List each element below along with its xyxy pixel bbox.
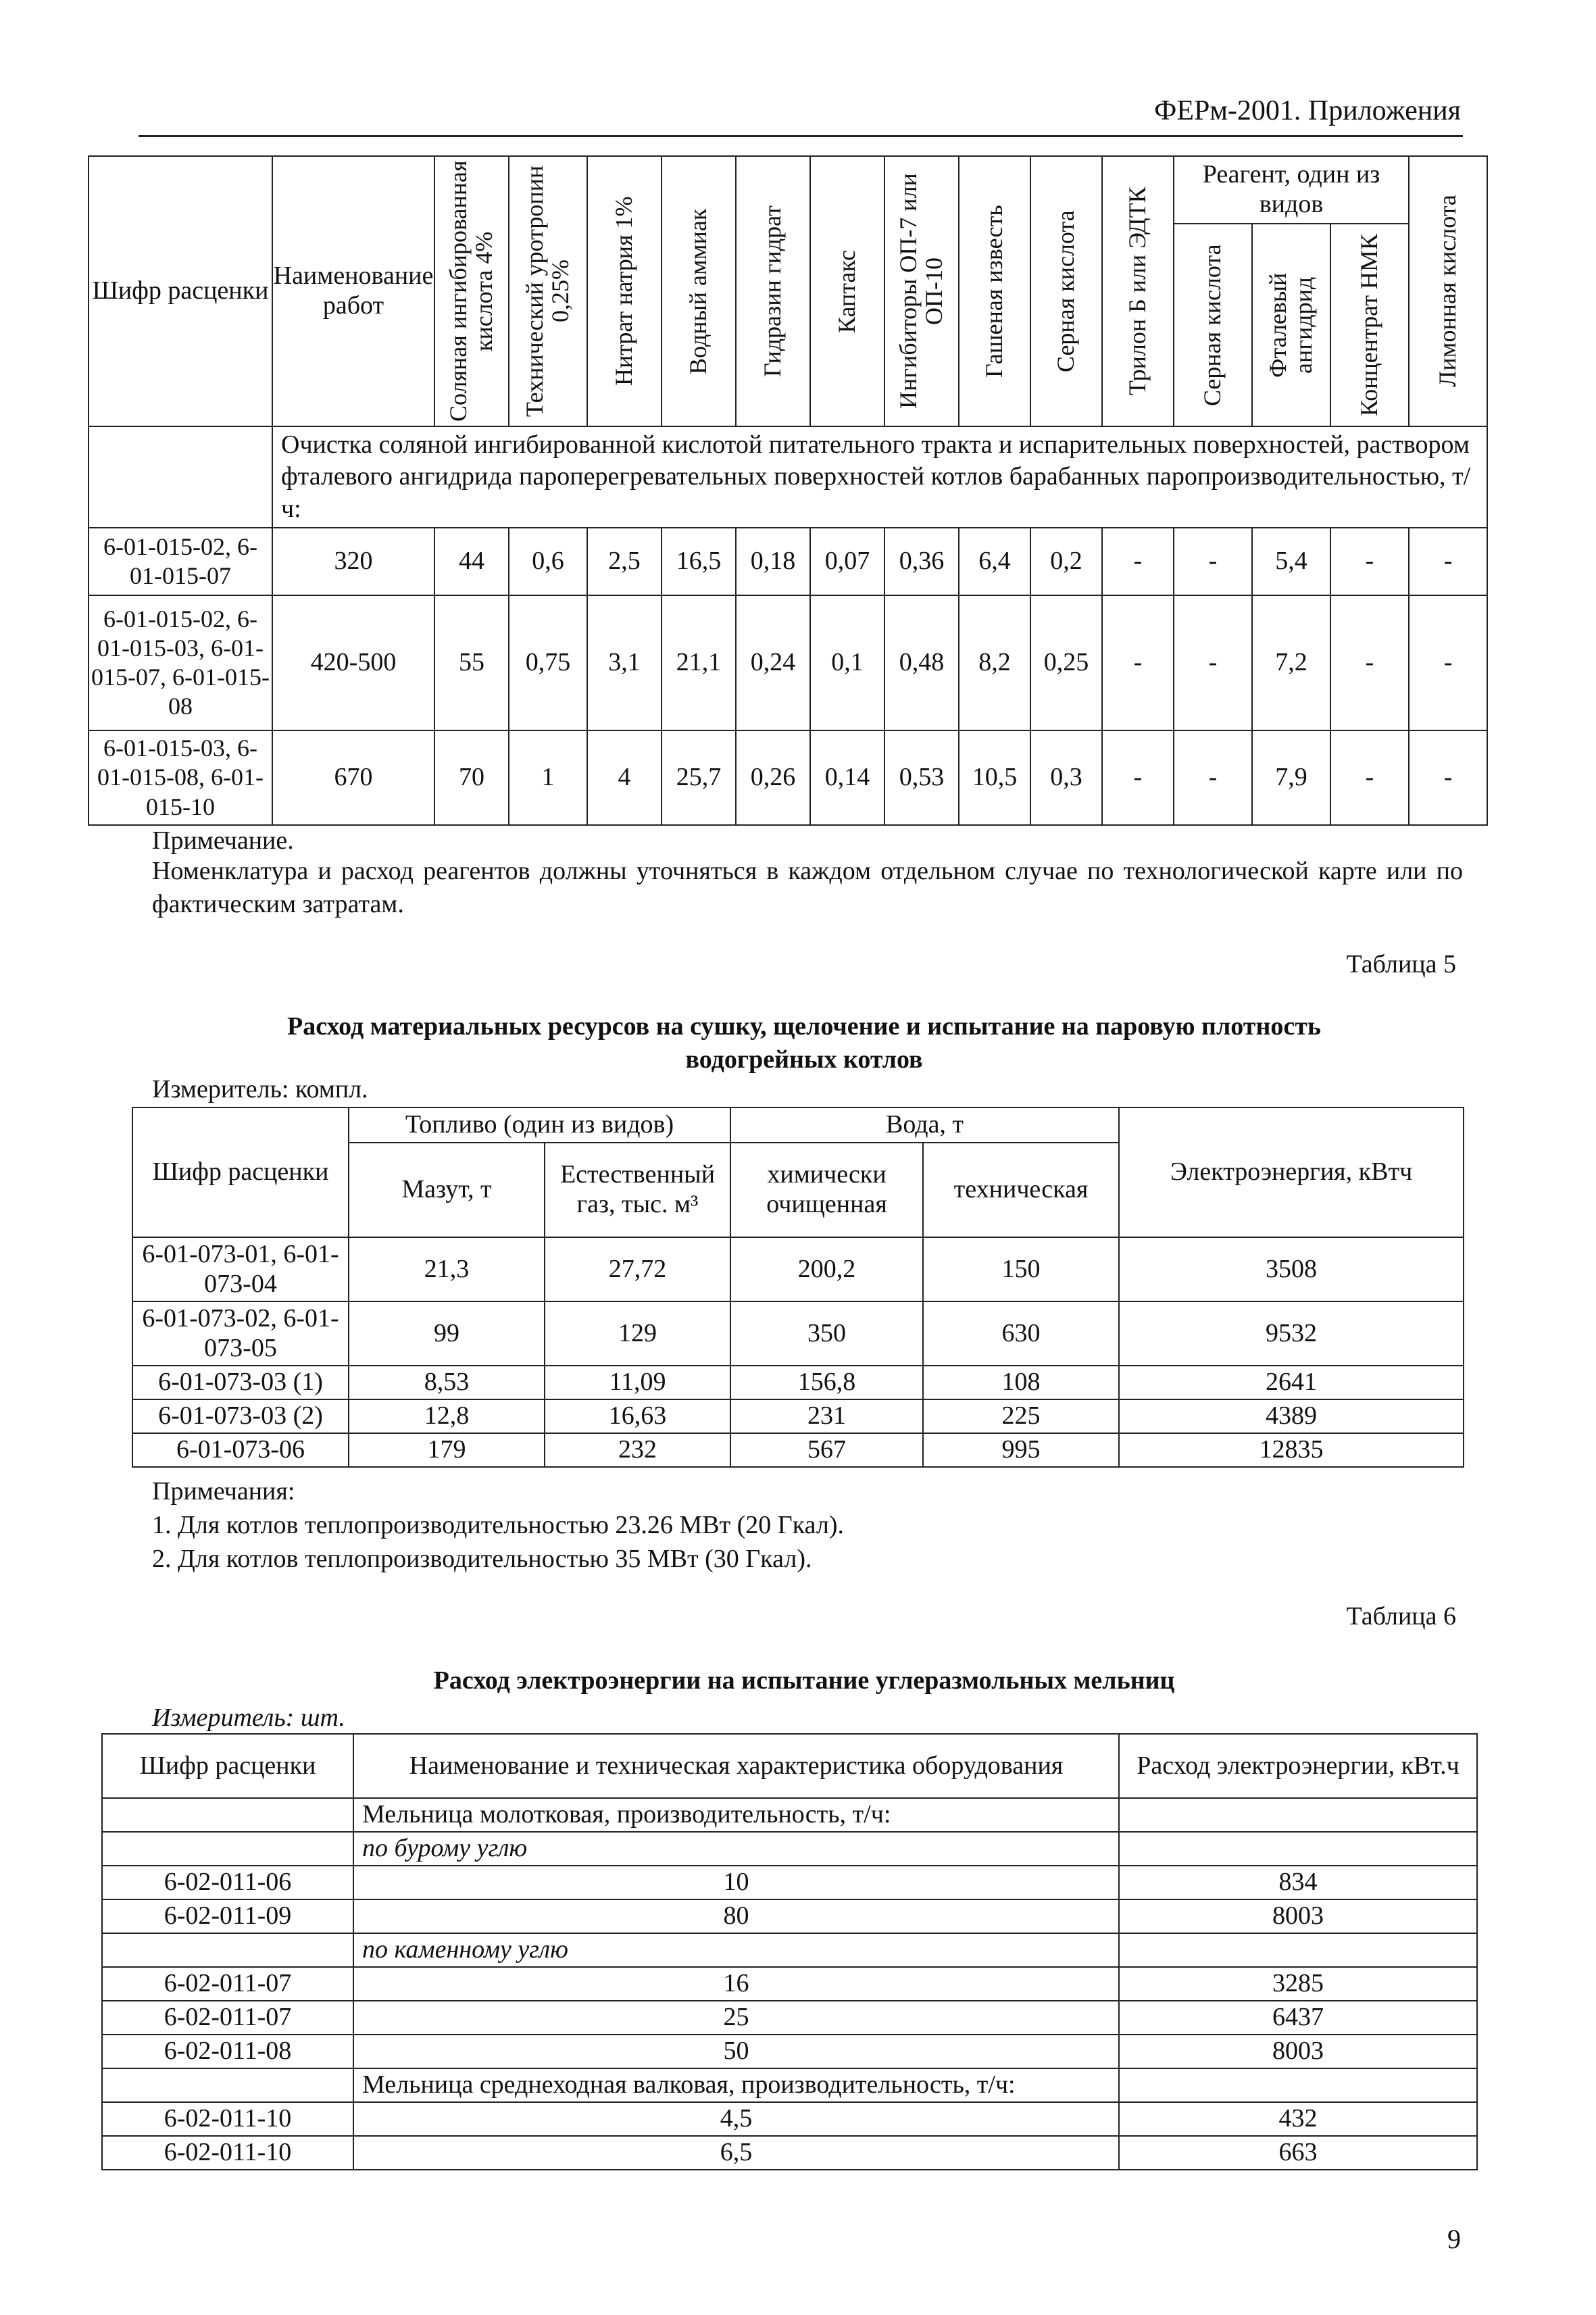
- table-row: [102, 2068, 1477, 2102]
- row-value: 0,26: [736, 730, 810, 825]
- row-value: 5,4: [1252, 528, 1330, 595]
- row-value: 0,2: [1030, 528, 1102, 595]
- row-value: 70: [434, 730, 509, 825]
- t6-header-name: Наименование и техническая характеристика оборудования: [353, 1734, 1119, 1798]
- row-value: 8,2: [959, 595, 1030, 730]
- row-value: 8003: [1119, 2035, 1477, 2068]
- table-row: [102, 2102, 1477, 2136]
- table5-label: Таблица 5: [1346, 950, 1456, 978]
- row-value: -: [1102, 730, 1174, 825]
- table-row: [102, 1866, 1477, 1899]
- table5-notes-label: Примечания:: [152, 1477, 295, 1505]
- table-row: [89, 595, 1487, 730]
- row-value: -: [1409, 528, 1487, 595]
- col-header-sulfuric: Серная кислота: [1052, 210, 1080, 372]
- col-header-inhibitors: Ингибиторы ОП-7 или ОП-10: [895, 173, 947, 409]
- row-value: 6,4: [959, 528, 1030, 595]
- row-value: 12,8: [349, 1399, 545, 1433]
- table5-meter: Измеритель: компл.: [152, 1075, 368, 1103]
- row-name: по каменному углю: [353, 1933, 1119, 1967]
- table-row: [102, 2001, 1477, 2035]
- table-row: [132, 1301, 1464, 1366]
- row-name: 6,5: [353, 2136, 1119, 2170]
- row-value: 3508: [1119, 1237, 1464, 1301]
- row-value: 21,1: [662, 595, 736, 730]
- row-value: [1119, 2068, 1477, 2102]
- row-code: 6-02-011-10: [102, 2102, 353, 2136]
- table-row: [102, 1933, 1477, 1967]
- row-value: 4: [587, 730, 662, 825]
- col-header-lime: Гашеная известь: [980, 205, 1008, 378]
- row-value: 0,14: [810, 730, 884, 825]
- reagents-table: [88, 155, 1488, 826]
- col-header-ammonia: Водный аммиак: [684, 208, 712, 374]
- page-number: 9: [1447, 2224, 1461, 2254]
- table-row: [132, 1237, 1464, 1301]
- t5-header-code: Шифр расценки: [132, 1107, 349, 1237]
- row-value: -: [1174, 528, 1252, 595]
- col-header-citric: Лимонная кислота: [1434, 195, 1462, 388]
- row-value: -: [1330, 528, 1409, 595]
- row-value: -: [1102, 528, 1174, 595]
- col-header-nmk: Концентрат НМК: [1355, 234, 1383, 416]
- row-code: 6-01-073-02, 6-01-073-05: [132, 1301, 349, 1366]
- row-name: 80: [353, 1899, 1119, 1933]
- row-value: 16,63: [545, 1399, 730, 1433]
- row-code: 6-01-073-03 (1): [132, 1366, 349, 1399]
- row-code: [102, 1832, 353, 1866]
- t6-header-power: Расход электроэнергии, кВт.ч: [1119, 1734, 1477, 1798]
- row-value: [1119, 1832, 1477, 1866]
- row-value: 567: [730, 1433, 923, 1467]
- table-row: [132, 1433, 1464, 1467]
- row-value: 6437: [1119, 2001, 1477, 2035]
- table6-label: Таблица 6: [1346, 1602, 1456, 1631]
- note-text: Номенклатура и расход реагентов должны уточняться в каждом отдельном случае по технологической карте или по фактическим затратам.: [152, 857, 1463, 919]
- row-value: 16,5: [662, 528, 736, 595]
- row-value: [1119, 1798, 1477, 1832]
- row-value: 150: [923, 1237, 1119, 1301]
- col-header-hydrazine: Гидразин гидрат: [759, 205, 787, 377]
- row-value: 55: [434, 595, 509, 730]
- row-value: 0,6: [509, 528, 587, 595]
- row-value: 108: [923, 1366, 1119, 1399]
- row-code: 6-01-015-03, 6-01-015-08, 6-01-015-10: [89, 730, 272, 825]
- row-value: -: [1409, 595, 1487, 730]
- row-value: 420-500: [272, 595, 434, 730]
- row-value: 834: [1119, 1866, 1477, 1899]
- table-row: [102, 2035, 1477, 2068]
- row-value: 0,48: [884, 595, 959, 730]
- table-row: [89, 528, 1487, 595]
- table5-title: Расход материальных ресурсов на сушку, щелочение и испытание на паровую плотность водогрейных котлов: [287, 1012, 1321, 1074]
- row-value: 3285: [1119, 1967, 1477, 2001]
- row-code: 6-02-011-08: [102, 2035, 353, 2068]
- row-value: 2641: [1119, 1366, 1464, 1399]
- note-label: Примечание.: [152, 826, 294, 855]
- row-value: [1119, 1933, 1477, 1967]
- col-header-trilon: Трилон Б или ЭДТК: [1124, 186, 1151, 396]
- row-name: 50: [353, 2035, 1119, 2068]
- row-value: 320: [272, 528, 434, 595]
- col-header-code: Шифр расценки: [89, 156, 272, 426]
- t5-header-mazut: Мазут, т: [349, 1143, 545, 1237]
- electricity-table: [101, 1733, 1478, 2170]
- row-value: 0,36: [884, 528, 959, 595]
- table5-note-1: 1. Для котлов теплопроизводительностью 23.26 МВт (20 Гкал).: [152, 1511, 844, 1539]
- table-row: [132, 1366, 1464, 1399]
- row-value: 995: [923, 1433, 1119, 1467]
- row-value: 11,09: [545, 1366, 730, 1399]
- row-value: 670: [272, 730, 434, 825]
- table-row: [132, 1399, 1464, 1433]
- row-code: 6-01-073-03 (2): [132, 1399, 349, 1433]
- table-row: [102, 1832, 1477, 1866]
- row-value: 0,3: [1030, 730, 1102, 825]
- row-value: 231: [730, 1399, 923, 1433]
- row-value: 200,2: [730, 1237, 923, 1301]
- row-name: Мельница молотковая, производительность, т/ч:: [353, 1798, 1119, 1832]
- row-value: 232: [545, 1433, 730, 1467]
- row-code: 6-02-011-07: [102, 1967, 353, 2001]
- section-title: Очистка соляной ингибированной кислотой питательного тракта и испарительных поверхностей, раствором фталевого ангидрида пароперегревательных поверхностей котлов барабанных паропроизводительностью, т/ч:: [272, 426, 1487, 528]
- row-value: 0,53: [884, 730, 959, 825]
- col-header-urotropin: Технический уротропин 0,25%: [521, 165, 574, 418]
- materials-table: [132, 1107, 1464, 1468]
- row-value: -: [1330, 595, 1409, 730]
- col-header-sodium-nitrate: Нитрат натрия 1%: [610, 196, 638, 387]
- t5-header-power: Электроэнергия, кВтч: [1119, 1107, 1464, 1237]
- row-value: 7,9: [1252, 730, 1330, 825]
- table-row: [102, 1798, 1477, 1832]
- row-value: 44: [434, 528, 509, 595]
- row-value: 27,72: [545, 1237, 730, 1301]
- row-value: 8,53: [349, 1366, 545, 1399]
- row-name: 25: [353, 2001, 1119, 2035]
- row-value: 630: [923, 1301, 1119, 1366]
- row-value: 129: [545, 1301, 730, 1366]
- row-value: 10,5: [959, 730, 1030, 825]
- row-value: 156,8: [730, 1366, 923, 1399]
- table-row: [102, 1967, 1477, 2001]
- table5-note-2: 2. Для котлов теплопроизводительностью 35 МВт (30 Гкал).: [152, 1545, 812, 1573]
- table-row: [102, 1899, 1477, 1933]
- row-code: 6-02-011-10: [102, 2136, 353, 2170]
- row-code: 6-01-015-02, 6-01-015-03, 6-01-015-07, 6-01-015-08: [89, 595, 272, 730]
- t5-header-chem: химически очищенная: [730, 1143, 923, 1237]
- row-name: 10: [353, 1866, 1119, 1899]
- row-value: 225: [923, 1399, 1119, 1433]
- row-value: -: [1409, 730, 1487, 825]
- row-value: 179: [349, 1433, 545, 1467]
- row-value: 0,07: [810, 528, 884, 595]
- t6-header-code: Шифр расценки: [102, 1734, 353, 1798]
- row-value: 0,18: [736, 528, 810, 595]
- col-header-name: Наименование работ: [272, 156, 434, 426]
- section-empty-cell: [89, 426, 272, 528]
- row-value: 350: [730, 1301, 923, 1366]
- row-value: 12835: [1119, 1433, 1464, 1467]
- row-value: 21,3: [349, 1237, 545, 1301]
- row-code: [102, 2068, 353, 2102]
- table-row: [102, 2136, 1477, 2170]
- row-name: 16: [353, 1967, 1119, 2001]
- t5-header-gas: Естественный газ, тыс. м³: [545, 1143, 730, 1237]
- row-value: 3,1: [587, 595, 662, 730]
- row-value: -: [1174, 730, 1252, 825]
- row-code: [102, 1798, 353, 1832]
- row-value: 0,25: [1030, 595, 1102, 730]
- row-value: 8003: [1119, 1899, 1477, 1933]
- row-value: 0,75: [509, 595, 587, 730]
- row-code: [102, 1933, 353, 1967]
- page-header-title: ФЕРм-2001. Приложения: [1154, 95, 1461, 126]
- t5-header-fuel: Топливо (один из видов): [349, 1107, 730, 1143]
- row-name: по бурому углю: [353, 1832, 1119, 1866]
- row-code: 6-01-073-01, 6-01-073-04: [132, 1237, 349, 1301]
- t5-header-water: Вода, т: [730, 1107, 1119, 1143]
- row-value: 25,7: [662, 730, 736, 825]
- row-name: 4,5: [353, 2102, 1119, 2136]
- row-value: -: [1102, 595, 1174, 730]
- row-value: -: [1330, 730, 1409, 825]
- row-value: 2,5: [587, 528, 662, 595]
- row-value: 99: [349, 1301, 545, 1366]
- row-name: Мельница среднеходная валковая, производительность, т/ч:: [353, 2068, 1119, 2102]
- row-value: -: [1174, 595, 1252, 730]
- row-value: 1: [509, 730, 587, 825]
- row-code: 6-02-011-06: [102, 1866, 353, 1899]
- col-header-reagent-group: Реагент, один из видов: [1174, 156, 1409, 224]
- header-rule: [139, 135, 1463, 137]
- row-code: 6-01-015-02, 6-01-015-07: [89, 528, 272, 595]
- row-code: 6-02-011-09: [102, 1899, 353, 1933]
- table6-title: Расход электроэнергии на испытание углеразмольных мельниц: [433, 1666, 1175, 1695]
- col-header-phthalic: Фталевый ангидрид: [1264, 272, 1317, 378]
- col-header-captax: Каптакс: [833, 249, 861, 333]
- col-header-reagent-sulfuric: Серная кислота: [1199, 244, 1226, 406]
- row-value: 0,24: [736, 595, 810, 730]
- row-code: 6-01-073-06: [132, 1433, 349, 1467]
- col-header-hcl: Соляная ингибированная кислота 4%: [445, 160, 497, 422]
- row-value: 7,2: [1252, 595, 1330, 730]
- row-value: 432: [1119, 2102, 1477, 2136]
- row-code: 6-02-011-07: [102, 2001, 353, 2035]
- t5-header-tech: техническая: [923, 1143, 1119, 1237]
- table-row: [89, 730, 1487, 825]
- row-value: 663: [1119, 2136, 1477, 2170]
- table6-meter: Измеритель: шт.: [152, 1703, 345, 1732]
- row-value: 0,1: [810, 595, 884, 730]
- row-value: 4389: [1119, 1399, 1464, 1433]
- row-value: 9532: [1119, 1301, 1464, 1366]
